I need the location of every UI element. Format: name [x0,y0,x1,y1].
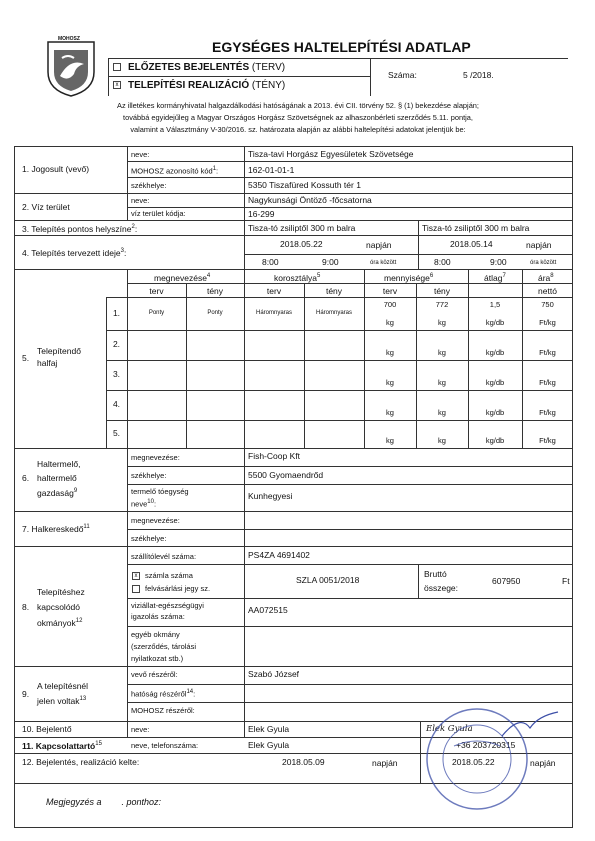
fish-row-number: 5. [112,428,121,438]
row10-name-label: neve: [131,725,150,734]
preliminary-option: ELŐZETES BEJELENTÉS (TERV) [128,62,286,73]
mohosz-logo [40,36,102,98]
row6-name-value: Fish-Coop Kft [248,451,300,461]
fish-unit-ftkg: Ft/kg [539,408,556,417]
row4-actual-date: 2018.05.14 [450,239,493,249]
fish-avg: 1,5 [489,300,501,309]
row9-label-1: A telepítésnél [37,681,89,691]
row8-num: 8. [22,602,30,612]
row8-label-2: kapcsolódó [37,602,81,612]
row8-health-value: AA072515 [248,605,288,615]
fish-unit-ftkg: Ft/kg [539,318,556,327]
sub-net: nettó [538,286,557,296]
row8-ft: Ft [562,576,570,586]
row8-other-label-1: egyéb okmány [131,630,180,639]
row6-name-label: megnevezése: [131,453,180,462]
row10-name-value: Elek Gyula [248,724,290,734]
fish-cell-m-terv: Ponty [148,309,165,316]
fish-unit-kg-plan: kg [386,408,394,417]
row5-num: 5. [22,353,30,363]
row8-other-label-3: nyilatkozat stb.) [131,654,184,663]
row11-phone: +36 203720315 [456,740,516,750]
fish-unit-kg-plan: kg [386,318,394,327]
row1-seat-label: székhelye: [131,181,167,190]
fish-row-number: 4. [112,399,121,409]
intro-line-1: Az illetékes kormányhivatal halgazdálkodási hatóságának a 2013. évi CII. törvény 52. § (1) bekezdése alapján; [117,101,479,110]
col-age-header: korosztálya$^5$ [274,272,321,283]
fish-unit-kg-actual: kg [438,318,446,327]
row2-label: 2. Víz terület [22,202,70,212]
row8-waybill-value: PS4ZA 4691402 [248,550,310,560]
col-qty-header: mennyisége$^6$ [384,272,434,283]
row6-pond-label-2: neve$^{10}$: [131,499,157,509]
number-value: 5 /2018. [463,70,494,80]
col-price-header: ára$^8$ [538,272,554,283]
realization-checkbox[interactable]: x [113,81,121,89]
row9-buyer-value: Szabó József [248,669,300,679]
row3-planned-location: Tisza-tó zsiliptől 300 m balra [248,223,356,233]
fish-unit-kg-plan: kg [386,436,394,445]
row5-label-2: halfaj [37,358,58,368]
fish-row-number: 3. [112,369,121,379]
row12-actual-date: 2018.05.22 [452,757,495,767]
row4-planned-between: óra között [370,260,397,266]
realization-option: TELEPÍTÉSI REALIZÁCIÓ (TÉNY) [128,80,286,91]
row12-actual-napjan: napján [530,758,556,768]
fish-qty-actual: 772 [435,300,449,309]
row6-seat-value: 5500 Gyomaendrőd [248,470,324,480]
row3-actual-location: Tisza-tó zsiliptől 300 m balra [422,223,530,233]
row4-planned-napjan: napján [366,240,392,250]
sub-actual-name: tény [206,286,224,296]
signature-mark [500,710,560,740]
comment-label: Megjegyzés a . ponthoz: [46,797,162,807]
intro-line-3: valamint a Választmány V-30/2016. sz. határozata alapján az alábbi haltelepítési adatokat jelentjük be: [130,125,466,134]
sub-actual-age: tény [325,286,343,296]
row4-actual-napjan: napján [526,240,552,250]
row2-code-value: 16-299 [248,209,275,219]
row8-gross-label-2: összege: [424,583,459,593]
fish-unit-ftkg: Ft/kg [539,436,556,445]
fish-unit-kgdb: kg/db [485,378,505,387]
row2-name-value: Nagykunsági Öntöző -főcsatorna [248,195,372,205]
row11-contact-name: Elek Gyula [248,740,290,750]
fish-unit-ftkg: Ft/kg [539,348,556,357]
row4-planned-date: 2018.05.22 [280,239,323,249]
row8-label-3: okmányok$^{12}$ [37,617,83,628]
fish-unit-kg-actual: kg [438,436,446,445]
intro-line-2: továbbá egyidejűleg a Magyar Országos Horgász Szövetségnek az alhaszonbérleti szerződés 5.11. pontja, [123,113,473,122]
form-title: EGYSÉGES HALTELEPÍTÉSI ADATLAP [212,39,471,55]
row8-invoice-label: számla száma [145,571,193,580]
row9-num: 9. [22,689,30,699]
row11-label: 11. Kapcsolattartó$^{15}$ [22,740,102,751]
row10-label: 10. Bejelentő [22,724,72,734]
row7-name-label: megnevezése: [131,516,180,525]
row9-label-2: jelen voltak$^{13}$ [37,695,87,706]
fish-cell-k-terv: Háromnyaras [255,309,292,316]
fish-unit-kg-plan: kg [386,348,394,357]
row8-gross-label-1: Bruttó [424,569,447,579]
row6-pond-value: Kunhegyesi [248,491,293,501]
number-label: Száma: [388,70,417,80]
row6-num: 6. [22,473,30,483]
row1-name-label: neve: [131,150,150,159]
row7-label: 7. Halkereskedő$^{11}$ [22,523,90,534]
row8-invoice-value: SZLA 0051/2018 [296,575,360,585]
row8-health-label-2: igazolás száma: [131,612,185,621]
row6-label-3: gazdaság$^9$ [37,487,78,498]
row6-pond-label-1: termelő tóegység [131,487,189,496]
row6-label-2: haltermelő [37,473,77,483]
sub-plan-name: terv [149,286,164,296]
row1-label: 1. Jogosult (vevő) [22,164,90,174]
fish-cell-m-teny: Ponty [207,309,223,316]
purchase-ticket-checkbox[interactable] [132,585,140,593]
row4-label: 4. Telepítés tervezett ideje$^3$: [22,247,127,258]
row12-planned-date: 2018.05.09 [282,757,325,767]
fish-unit-kgdb: kg/db [485,408,505,417]
row6-label-1: Haltermelő, [37,459,81,469]
row8-health-label-1: viziállat-egészségügyi [131,601,204,610]
logo-text: MOHOSZ [58,36,80,42]
row1-seat-value: 5350 Tiszafüred Kossuth tér 1 [248,180,361,190]
fish-cell-k-teny: Háromnyaras [315,309,352,316]
row3-label: 3. Telepítés pontos helyszíne$^2$: [22,223,138,234]
sub-plan-qty: terv [382,286,398,296]
row4-actual-to: 9:00 [490,257,507,267]
row6-seat-label: székhelye: [131,471,167,480]
fish-qty-plan: 700 [383,300,397,309]
row9-buyer-label: vevő részéről: [131,670,178,679]
row1-name-value: Tisza-tavi Horgász Egyesületek Szövetsége [248,149,414,159]
fish-unit-kg-actual: kg [438,378,446,387]
fish-unit-kgdb: kg/db [485,348,505,357]
row8-label-1: Telepítéshez [37,587,85,597]
row12-label: 12. Bejelentés, realizáció kelte: [22,757,140,767]
fish-row-number: 1. [112,307,121,318]
row9-mohosz-label: MOHOSZ részéről: [131,706,195,715]
row2-name-label: neve: [131,196,150,205]
row4-planned-from: 8:00 [262,257,279,267]
col-avg-header: átlag$^7$ [484,272,506,283]
row11-contact-label: neve, telefonszáma: [131,741,199,750]
row8-waybill-label: szállítólevél száma: [131,552,197,561]
row9-authority-label: hatóság részéről$^{14}$: [131,689,196,699]
row4-actual-from: 8:00 [434,257,451,267]
preliminary-checkbox[interactable] [113,63,121,71]
row5-label-1: Telepítendő [37,346,81,356]
row4-planned-to: 9:00 [322,257,339,267]
fish-unit-kg-plan: kg [386,378,394,387]
fish-row-number: 2. [112,339,121,349]
row4-actual-between: óra között [530,260,557,266]
row8-purchase-label: felvásárlási jegy sz. [145,584,211,593]
row8-other-label-2: (szerződés, tárolási [131,642,197,651]
row1-code-label: MOHOSZ azonosító kód$^1$: [131,166,219,176]
col-name-header: megnevezése$^4$ [154,272,211,283]
fish-unit-kg-actual: kg [438,348,446,357]
fish-unit-kgdb: kg/db [485,318,505,327]
row2-code-label: víz terület kódja: [131,209,186,218]
fish-price: 750 [541,300,554,309]
row8-gross-value: 607950 [492,576,521,586]
fish-unit-kg-actual: kg [438,408,446,417]
invoice-checkbox[interactable]: x [132,572,140,580]
fish-unit-ftkg: Ft/kg [539,378,556,387]
row1-code-value: 162-01-01-1 [248,165,295,175]
row12-planned-napjan: napján [372,758,398,768]
row7-seat-label: székhelye: [131,534,167,543]
row10-signature: Elek Gyula [426,724,473,734]
sub-plan-age: terv [266,286,282,296]
sub-actual-qty: tény [433,286,451,296]
fish-unit-kgdb: kg/db [485,436,505,445]
